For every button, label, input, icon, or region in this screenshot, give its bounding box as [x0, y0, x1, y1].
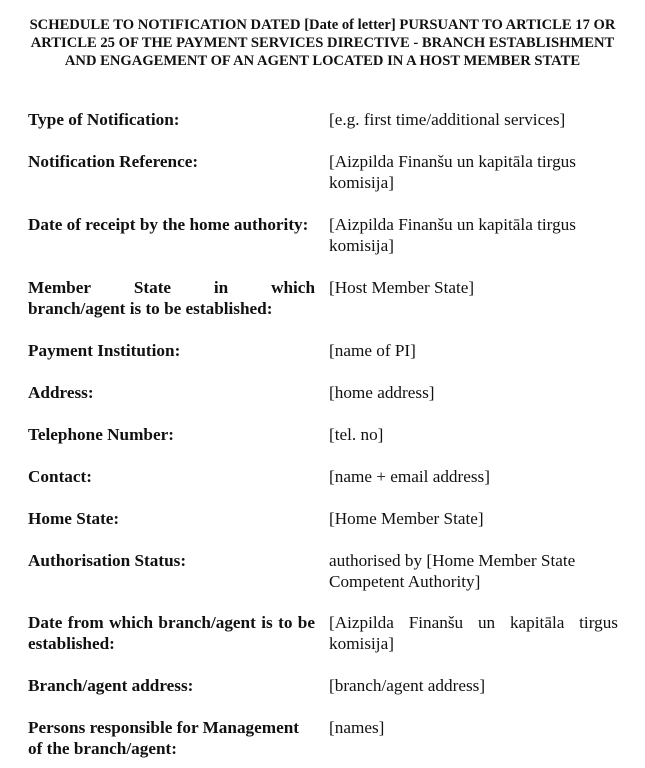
field-value: [home address]	[329, 383, 435, 402]
field-value: [Home Member State]	[329, 509, 484, 528]
field-value: [Host Member State]	[329, 278, 475, 297]
field-label: Address:	[28, 383, 94, 402]
field-label: Telephone Number:	[28, 425, 174, 444]
field-label-word: which	[271, 278, 315, 297]
field-value: [Aizpilda Finanšu un kapitāla tirgus komisija]	[329, 613, 618, 653]
field-value: [e.g. first time/additional services]	[329, 110, 566, 129]
field-value: [name of PI]	[329, 341, 416, 360]
field-label-word: in	[213, 278, 229, 297]
field-value: [Aizpilda Finanšu un kapitāla tirgus komisija]	[329, 152, 576, 192]
field-value: [name + email address]	[329, 467, 490, 486]
document-title: SCHEDULE TO NOTIFICATION DATED [Date of letter] PURSUANT TO ARTICLE 17 OR ARTICLE 25 OF THE PAYMENT SERVICES DIRECTIVE - BRANCH ESTABLISHMENT AND ENGAGEMENT OF AN AGENT LOCATED IN A HOST MEMBER STATE	[29, 17, 616, 69]
field-value: [names]	[329, 718, 385, 737]
field-label-second-line: branch/agent is to be established:	[28, 299, 273, 318]
field-label: Type of Notification:	[28, 110, 180, 129]
field-label: Notification Reference:	[28, 152, 199, 171]
field-label: Payment Institution:	[28, 341, 181, 360]
field-label: Branch/agent address:	[28, 676, 194, 695]
field-label	[28, 277, 315, 319]
field-label: Date from which branch/agent is to be established:	[28, 613, 315, 653]
field-label-word: State	[133, 278, 172, 297]
field-label: Date of receipt by the home authority:	[28, 215, 309, 234]
field-label: Home State:	[28, 509, 120, 528]
field-value: [Aizpilda Finanšu un kapitāla tirgus komisija]	[329, 215, 576, 255]
field-label: Contact:	[28, 467, 92, 486]
field-value: [branch/agent address]	[329, 676, 486, 695]
field-value: [tel. no]	[329, 425, 384, 444]
field-label: Persons responsible for Management of the branch/agent:	[28, 718, 300, 758]
field-value: authorised by [Home Member State Competent Authority]	[329, 551, 576, 591]
field-label: Authorisation Status:	[28, 551, 187, 570]
field-label-word: Member	[28, 278, 91, 297]
field-label-first-line	[28, 277, 315, 298]
